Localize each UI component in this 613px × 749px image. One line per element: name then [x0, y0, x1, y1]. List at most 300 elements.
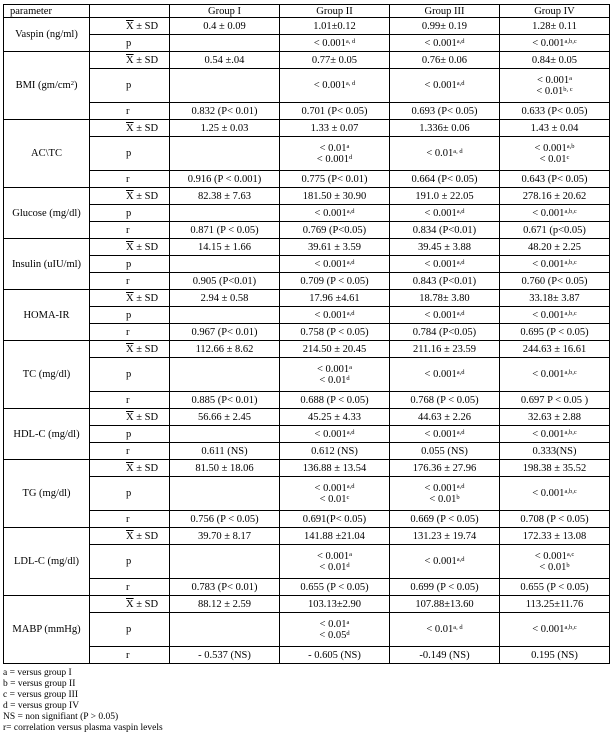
p-cell-group-3	[390, 137, 500, 171]
table-row-p	[4, 358, 610, 392]
p-cell-group-4	[500, 426, 610, 443]
p-cell-group-2	[280, 426, 390, 443]
table-row-mean	[4, 460, 610, 477]
p-value: < 0.001	[532, 428, 565, 440]
r-cell-group-3: 0.669 (P < 0.05)	[390, 511, 500, 528]
r-cell-group-3: 0.768 (P < 0.05)	[390, 392, 500, 409]
p-value: < 0.001	[532, 369, 565, 380]
stat-label-p: p	[90, 35, 170, 52]
table-row-p	[4, 35, 610, 52]
p-cell-group-2	[280, 256, 390, 273]
p-value-line	[503, 208, 606, 219]
p-value: < 0.001	[424, 37, 457, 49]
mean-cell-group-3: 1.336± 0.06	[390, 120, 500, 137]
p-value: < 0.01	[539, 561, 567, 573]
r-cell-group-1: 0.783 (P< 0.01)	[170, 579, 280, 596]
r-cell-group-2: 0.612 (NS)	[280, 443, 390, 460]
stat-label-p: p	[90, 545, 170, 579]
parameter-name	[4, 120, 90, 188]
table-row-mean	[4, 290, 610, 307]
footnotes	[3, 668, 609, 734]
p-cell-group-4	[500, 137, 610, 171]
p-value: < 0.01	[319, 493, 347, 505]
header-row	[4, 5, 610, 18]
superscript: a,d	[456, 369, 465, 376]
r-cell-group-3: 0.784 (P<0.05)	[390, 324, 500, 341]
p-value-line	[283, 619, 386, 630]
mean-cell-group-4: 278.16 ± 20.62	[500, 188, 610, 205]
table-row-mean	[4, 341, 610, 358]
p-value-line	[283, 364, 386, 375]
parameter-name	[4, 239, 90, 290]
table-row-mean	[4, 120, 610, 137]
p-value: < 0.001	[314, 309, 347, 321]
p-cell-group-1	[170, 35, 280, 52]
x-bar-symbol: $\overline{X}$	[126, 54, 134, 66]
r-cell-group-4: 0.695 (P < 0.05)	[500, 324, 610, 341]
p-cell-group-1	[170, 545, 280, 579]
p-value: < 0.001	[532, 37, 565, 49]
mean-cell-group-4: 33.18± 3.87	[500, 290, 610, 307]
r-cell-group-1: 0.832 (P< 0.01)	[170, 103, 280, 120]
p-value: < 0.001	[424, 258, 457, 270]
p-value: < 0.001	[424, 556, 457, 567]
p-value: < 0.01	[536, 85, 564, 97]
results-table	[3, 4, 610, 664]
table-row-p	[4, 307, 610, 324]
p-cell-group-1	[170, 256, 280, 273]
p-cell-group-4	[500, 205, 610, 222]
p-cell-group-3	[390, 35, 500, 52]
table-row-r	[4, 511, 610, 528]
p-value-line	[283, 375, 386, 386]
p-value: < 0.01	[319, 561, 347, 573]
table-body	[4, 18, 610, 664]
r-cell-group-2: 0.688 (P < 0.05)	[280, 392, 390, 409]
p-value: < 0.001	[424, 309, 457, 321]
superscript: a,d	[456, 80, 465, 87]
mean-cell-group-2: 1.33 ± 0.07	[280, 120, 390, 137]
p-cell-group-4	[500, 35, 610, 52]
p-cell-group-3	[390, 545, 500, 579]
sd-label: ± SD	[133, 411, 159, 423]
table-row-mean	[4, 52, 610, 69]
superscript: d	[348, 153, 353, 161]
table-row-r	[4, 443, 610, 460]
p-value: < 0.001	[532, 207, 565, 219]
mean-cell-group-1: 88.12 ± 2.59	[170, 596, 280, 613]
footnote-line: NS = non signifiant (P > 0.05)	[3, 712, 119, 722]
p-value-line	[283, 429, 386, 440]
r-cell-group-1: 0.905 (P<0.01)	[170, 273, 280, 290]
mean-cell-group-1: 14.15 ± 1.66	[170, 239, 280, 256]
stat-label-p: p	[90, 69, 170, 103]
r-cell-group-4: 0.697 P < 0.05 )	[500, 392, 610, 409]
p-value: < 0.001	[532, 624, 565, 635]
superscript: a, d	[345, 37, 356, 45]
p-value-line	[393, 429, 496, 440]
p-value-line	[503, 624, 606, 635]
p-value-line	[503, 310, 606, 321]
p-value-line	[503, 38, 606, 49]
superscript: a,d	[456, 207, 465, 215]
p-value: < 0.001	[316, 363, 350, 375]
x-bar-symbol: $\overline{X}$	[126, 190, 134, 202]
results-table-container	[3, 4, 609, 734]
p-value: < 0.01	[539, 153, 567, 165]
r-cell-group-4: 0.333(NS)	[500, 443, 610, 460]
sd-label: ± SD	[133, 530, 159, 542]
table-row-mean	[4, 596, 610, 613]
mean-cell-group-4: 32.63 ± 2.88	[500, 409, 610, 426]
stat-label-r: r	[90, 171, 170, 188]
stat-label-p: p	[90, 137, 170, 171]
stat-label-mean	[90, 528, 170, 545]
mean-cell-group-4: 198.38 ± 35.52	[500, 460, 610, 477]
table-row-p	[4, 69, 610, 103]
mean-cell-group-2: 141.88 ±21.04	[280, 528, 390, 545]
footnote-line: d = versus group IV	[3, 701, 80, 711]
parameter-name	[4, 409, 90, 460]
stat-label-p: p	[90, 477, 170, 511]
p-value-line	[393, 259, 496, 270]
r-cell-group-2: 0.758 (P < 0.05)	[280, 324, 390, 341]
stat-label-p: p	[90, 307, 170, 324]
parameter-label: Vaspin (ng/ml)	[15, 29, 78, 40]
r-cell-group-1: 0.871 (P < 0.05)	[170, 222, 280, 239]
r-cell-group-3: 0.693 (P< 0.05)	[390, 103, 500, 120]
parameter-name	[4, 290, 90, 341]
table-row-p	[4, 205, 610, 222]
p-value-line	[283, 494, 386, 505]
p-cell-group-2	[280, 69, 390, 103]
table-row-r	[4, 171, 610, 188]
r-cell-group-1: 0.611 (NS)	[170, 443, 280, 460]
header-group-1: Group I	[170, 5, 280, 18]
p-cell-group-1	[170, 307, 280, 324]
x-bar-symbol: $\overline{X}$	[126, 292, 134, 304]
mean-cell-group-1: 39.70 ± 8.17	[170, 528, 280, 545]
mean-cell-group-3: 0.99± 0.19	[390, 18, 500, 35]
p-value: < 0.01	[426, 624, 454, 635]
table-row-r	[4, 647, 610, 664]
mean-cell-group-2: 1.01±0.12	[280, 18, 390, 35]
stat-label-mean	[90, 188, 170, 205]
p-value: < 0.001	[314, 482, 347, 494]
r-cell-group-2: 0.655 (P < 0.05)	[280, 579, 390, 596]
x-bar-symbol: $\overline{X}$	[126, 530, 134, 542]
parameter-label: LDL-C (mg/dl)	[13, 556, 80, 567]
p-value: < 0.001	[424, 80, 457, 91]
p-value: < 0.001	[316, 153, 349, 165]
footnote-line: b = versus group II	[3, 679, 76, 689]
mean-cell-group-1: 2.94 ± 0.58	[170, 290, 280, 307]
sd-label: ± SD	[133, 462, 159, 474]
p-value-line	[393, 148, 496, 159]
p-cell-group-1	[170, 205, 280, 222]
p-value: < 0.001	[534, 550, 567, 562]
superscript: a,b,c	[564, 207, 577, 215]
x-bar-symbol: $\overline{X}$	[126, 343, 134, 355]
p-cell-group-2	[280, 205, 390, 222]
mean-cell-group-1: 112.66 ± 8.62	[170, 341, 280, 358]
superscript: a,d	[346, 309, 355, 317]
x-bar-symbol: $\overline{X}$	[126, 411, 134, 423]
stat-label-mean	[90, 290, 170, 307]
r-cell-group-2: 0.709 (P < 0.05)	[280, 273, 390, 290]
p-value: < 0.001	[532, 488, 565, 499]
stat-label-mean	[90, 341, 170, 358]
mean-cell-group-3: 18.78± 3.80	[390, 290, 500, 307]
p-value: < 0.001	[316, 550, 350, 562]
mean-cell-group-1: 0.4 ± 0.09	[170, 18, 280, 35]
table-row-p	[4, 477, 610, 511]
header-group-4: Group IV	[500, 5, 610, 18]
superscript: a,d	[346, 258, 355, 266]
mean-cell-group-4: 244.63 ± 16.61	[500, 341, 610, 358]
mean-cell-group-2: 45.25 ± 4.33	[280, 409, 390, 426]
mean-cell-group-1: 82.38 ± 7.63	[170, 188, 280, 205]
p-cell-group-1	[170, 477, 280, 511]
superscript: a,b,c	[564, 369, 577, 376]
p-value: < 0.001	[534, 142, 567, 154]
r-cell-group-4: 0.655 (P < 0.05)	[500, 579, 610, 596]
superscript: d	[346, 561, 350, 569]
p-value-line	[393, 208, 496, 219]
superscript: a,b,c	[564, 309, 577, 317]
mean-cell-group-1: 1.25 ± 0.03	[170, 120, 280, 137]
p-value: < 0.001	[313, 37, 346, 49]
superscript: b, c	[563, 85, 573, 93]
sd-label: ± SD	[133, 292, 159, 304]
r-cell-group-2: - 0.605 (NS)	[280, 647, 390, 664]
stat-label-r: r	[90, 511, 170, 528]
header-group-2: Group II	[280, 5, 390, 18]
table-row-mean	[4, 239, 610, 256]
p-value-line	[393, 369, 496, 380]
superscript: a	[349, 363, 353, 371]
mean-cell-group-4: 48.20 ± 2.25	[500, 239, 610, 256]
p-value-line	[503, 551, 606, 562]
superscript: a,d	[456, 258, 465, 266]
r-cell-group-3: 0.664 (P< 0.05)	[390, 171, 500, 188]
parameter-name	[4, 596, 90, 664]
mean-cell-group-2: 17.96 ±4.61	[280, 290, 390, 307]
mean-cell-group-3: 176.36 ± 27.96	[390, 460, 500, 477]
parameter-name	[4, 460, 90, 528]
stat-label-r: r	[90, 647, 170, 664]
p-cell-group-2	[280, 477, 390, 511]
mean-cell-group-3: 39.45 ± 3.88	[390, 239, 500, 256]
x-bar-symbol: $\overline{X}$	[126, 122, 134, 134]
p-cell-group-4	[500, 613, 610, 647]
mean-cell-group-2: 136.88 ± 13.54	[280, 460, 390, 477]
r-cell-group-4: 0.708 (P < 0.05)	[500, 511, 610, 528]
parameter-label-suffix: )	[73, 80, 78, 91]
superscript: a	[346, 142, 350, 150]
r-cell-group-3: 0.843 (P<0.01)	[390, 273, 500, 290]
superscript: a	[349, 550, 353, 558]
p-value: < 0.01	[319, 618, 347, 630]
x-bar-symbol: $\overline{X}$	[126, 241, 134, 253]
p-cell-group-1	[170, 69, 280, 103]
stat-label-p: p	[90, 358, 170, 392]
stat-label-p: p	[90, 426, 170, 443]
p-cell-group-1	[170, 137, 280, 171]
p-value: < 0.001	[424, 207, 457, 219]
superscript: a,d	[456, 482, 465, 490]
p-value-line	[283, 143, 386, 154]
p-value-line	[283, 38, 386, 49]
p-value-line	[283, 80, 386, 91]
p-value: < 0.001	[424, 482, 457, 494]
p-cell-group-4	[500, 477, 610, 511]
parameter-name	[4, 52, 90, 120]
table-row-p	[4, 256, 610, 273]
p-value-line	[503, 488, 606, 499]
table-row-p	[4, 545, 610, 579]
p-value-line	[393, 80, 496, 91]
p-cell-group-3	[390, 307, 500, 324]
mean-cell-group-4: 113.25±11.76	[500, 596, 610, 613]
r-cell-group-3: 0.055 (NS)	[390, 443, 500, 460]
r-cell-group-1: 0.916 (P < 0.001)	[170, 171, 280, 188]
mean-cell-group-3: 107.88±13.60	[390, 596, 500, 613]
r-cell-group-2: 0.691(P< 0.05)	[280, 511, 390, 528]
mean-cell-group-2: 0.77± 0.05	[280, 52, 390, 69]
p-value-line	[503, 369, 606, 380]
parameter-label: HDL-C (mg/dl)	[13, 428, 80, 440]
p-value-line	[283, 483, 386, 494]
p-cell-group-4	[500, 307, 610, 324]
superscript: a,d	[346, 428, 355, 436]
stat-label-r: r	[90, 443, 170, 460]
header-stat	[90, 5, 170, 18]
table-row-mean	[4, 528, 610, 545]
superscript: a,b,c	[564, 488, 577, 495]
r-cell-group-1: 0.967 (P< 0.01)	[170, 324, 280, 341]
superscript: a, d	[453, 624, 463, 631]
p-value: < 0.001	[424, 428, 457, 440]
p-cell-group-4	[500, 256, 610, 273]
mean-cell-group-4: 1.43 ± 0.04	[500, 120, 610, 137]
p-value: < 0.001	[314, 207, 347, 219]
p-value-line	[283, 630, 386, 641]
superscript: a	[569, 74, 573, 82]
mean-cell-group-3: 191.0 ± 22.05	[390, 188, 500, 205]
stat-label-mean	[90, 596, 170, 613]
p-value-line	[503, 154, 606, 165]
table-row-p	[4, 613, 610, 647]
stat-label-r: r	[90, 324, 170, 341]
stat-label-p: p	[90, 256, 170, 273]
p-cell-group-3	[390, 256, 500, 273]
table-row-r	[4, 273, 610, 290]
parameter-name	[4, 528, 90, 596]
stat-label-mean	[90, 120, 170, 137]
superscript: b	[456, 493, 460, 501]
p-value-line	[393, 494, 496, 505]
p-cell-group-4	[500, 69, 610, 103]
x-bar-symbol: $\overline{X}$	[126, 462, 134, 474]
r-cell-group-1: 0.756 (P < 0.05)	[170, 511, 280, 528]
p-value: < 0.01	[319, 142, 347, 154]
superscript: c	[346, 493, 350, 501]
stat-label-mean	[90, 52, 170, 69]
table-row-r	[4, 392, 610, 409]
r-cell-group-4: 0.195 (NS)	[500, 647, 610, 664]
sd-label: ± SD	[133, 343, 159, 355]
parameter-name	[4, 18, 90, 52]
stat-label-r: r	[90, 273, 170, 290]
stat-label-p: p	[90, 205, 170, 222]
r-cell-group-3: 0.699 (P < 0.05)	[390, 579, 500, 596]
p-cell-group-3	[390, 205, 500, 222]
superscript: a,d	[456, 428, 465, 436]
p-value-line	[283, 562, 386, 573]
p-value: < 0.01	[319, 374, 347, 386]
header-group-3: Group III	[390, 5, 500, 18]
r-cell-group-4: 0.671 (p<0.05)	[500, 222, 610, 239]
superscript: a	[346, 618, 350, 626]
table-row-r	[4, 324, 610, 341]
mean-cell-group-1: 56.66 ± 2.45	[170, 409, 280, 426]
footnote-line: c = versus group III	[3, 690, 79, 700]
p-cell-group-2	[280, 137, 390, 171]
p-cell-group-4	[500, 358, 610, 392]
footnote-line: r= correlation versus plasma vaspin levels	[3, 723, 163, 733]
parameter-label: Insulin (uIU/ml)	[11, 258, 82, 270]
table-row-r	[4, 579, 610, 596]
parameter-label: BMI (gm/cm	[15, 80, 71, 91]
p-value: < 0.001	[532, 258, 565, 270]
mean-cell-group-4: 172.33 ± 13.08	[500, 528, 610, 545]
p-value-line	[283, 208, 386, 219]
p-value-line	[393, 556, 496, 567]
stat-label-r: r	[90, 103, 170, 120]
p-value: < 0.001	[314, 258, 347, 270]
r-cell-group-4: 0.643 (P< 0.05)	[500, 171, 610, 188]
header-parameter: parameter	[4, 5, 90, 18]
superscript: a, d	[453, 148, 463, 155]
mean-cell-group-1: 81.50 ± 18.06	[170, 460, 280, 477]
p-value: < 0.001	[536, 74, 570, 86]
table-row-mean	[4, 18, 610, 35]
r-cell-group-2: 0.775 (P< 0.01)	[280, 171, 390, 188]
p-value-line	[283, 259, 386, 270]
r-cell-group-2: 0.701 (P< 0.05)	[280, 103, 390, 120]
mean-cell-group-4: 1.28± 0.11	[500, 18, 610, 35]
parameter-label: HOMA-IR	[23, 309, 70, 321]
superscript: c	[566, 153, 570, 161]
parameter-label: Glucose (mg/dl)	[12, 207, 81, 219]
p-value-line	[503, 259, 606, 270]
parameter-label: AC\TC	[31, 148, 62, 159]
superscript: a,b,c	[564, 428, 577, 436]
r-cell-group-1: - 0.537 (NS)	[170, 647, 280, 664]
p-cell-group-3	[390, 69, 500, 103]
p-cell-group-1	[170, 613, 280, 647]
p-value-line	[503, 562, 606, 573]
p-cell-group-3	[390, 477, 500, 511]
p-value-line	[503, 143, 606, 154]
stat-label-p: p	[90, 613, 170, 647]
p-value-line	[503, 429, 606, 440]
p-value: < 0.01	[429, 493, 457, 505]
parameter-label: TG (mg/dl)	[22, 488, 71, 499]
p-cell-group-3	[390, 426, 500, 443]
stat-label-r: r	[90, 222, 170, 239]
